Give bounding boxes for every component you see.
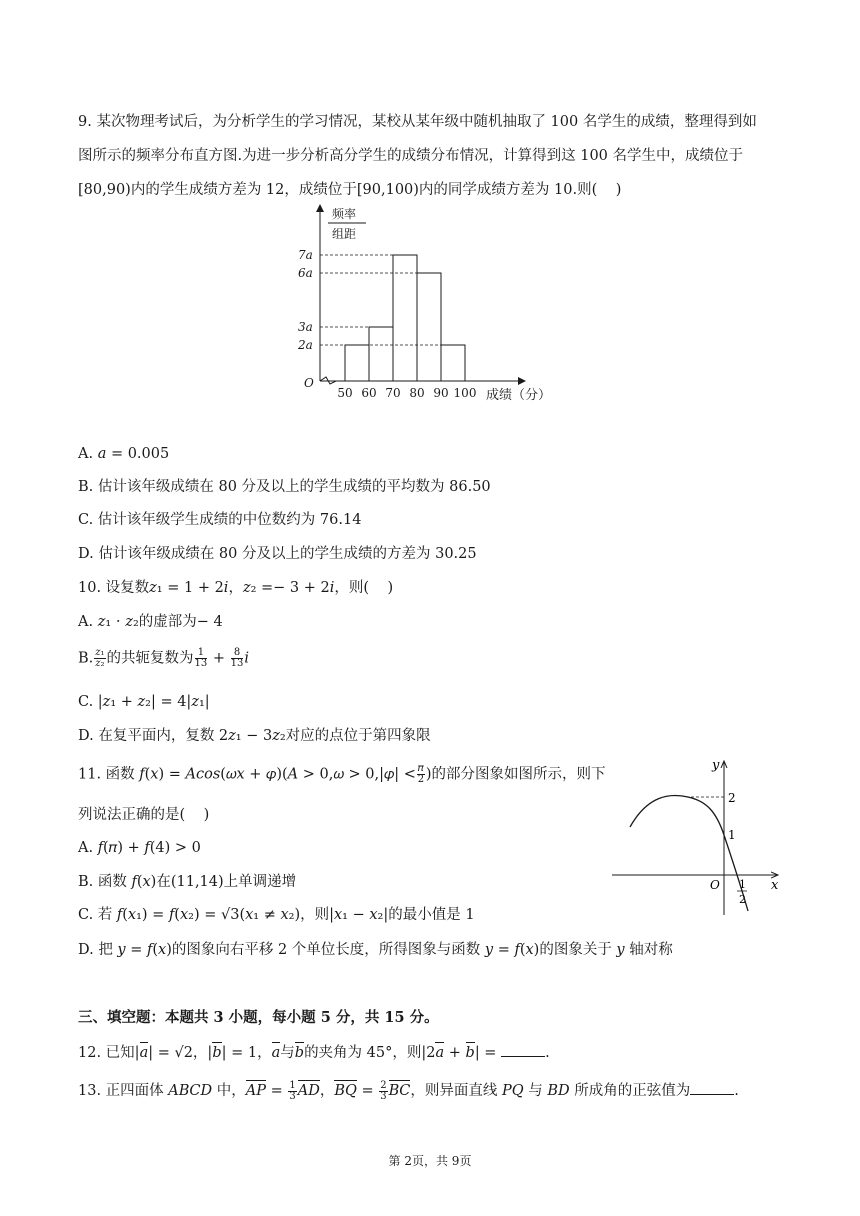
q10-stem: 10. 设复数𝑧₁ = 1 + 2𝑖，𝑧₂ =− 3 + 2𝑖，则( ) (78, 580, 394, 596)
q11-option-c: C. 若 𝑓(𝑥₁) = 𝑓(𝑥₂) = √3(𝑥₁ ≠ 𝑥₂)，则|𝑥₁ − 𝑥₂|的最小值是 1 (78, 907, 475, 923)
q11-stem-line1 (78, 764, 606, 785)
imaginary-unit: 𝑖 (244, 650, 250, 667)
q9-stem-line1: 9. 某次物理考试后，为分析学生的学习情况，某校从某年级中随机抽取了 100 名学生的成绩，整理得到如 (78, 114, 757, 130)
q10-option-b-prefix: B. (78, 650, 94, 667)
histogram-bar (417, 273, 441, 381)
q9-option-d: D. 估计该年级成绩在 80 分及以上的学生成绩的方差为 30.25 (78, 546, 477, 562)
q11-option-a: A. 𝑓(𝜋) + 𝑓(4) > 0 (78, 840, 201, 856)
two-thirds-fraction (379, 1081, 387, 1102)
x-tick-label: 70 (385, 386, 401, 400)
y-axis-arrow (316, 204, 324, 212)
x-tick-label: 80 (409, 386, 425, 400)
q11-stem-b: )的部分图象如图所示，则下 (425, 766, 606, 783)
y-tick-label: 7a (298, 248, 313, 262)
section-3-heading: 三、填空题：本题共 3 小题，每小题 5 分，共 15 分。 (78, 1009, 439, 1026)
q11-stem-line2: 列说法正确的是( ) (78, 807, 210, 823)
q12-part: 与 (280, 1045, 295, 1061)
vector-a: 𝑎 (435, 1045, 445, 1061)
y-tick-label: 2a (298, 338, 313, 352)
q9-option-b: B. 估计该年级成绩在 80 分及以上的学生成绩的平均数为 86.50 (78, 479, 491, 495)
fraction-numerator: 1 (195, 648, 208, 659)
x-tick-label: 90 (433, 386, 449, 400)
fraction-numerator: 8 (231, 648, 244, 659)
q13-end: . (734, 1083, 739, 1099)
one-third-fraction (288, 1081, 296, 1102)
y-axis-label: y (712, 758, 720, 773)
q13-part: = (265, 1083, 288, 1099)
q13-part: ， (319, 1083, 335, 1099)
q9-option-a: A. 𝑎 = 0.005 (78, 446, 170, 462)
one-thirteenth-fraction (195, 648, 208, 669)
vector-bq: 𝐵𝑄 (334, 1083, 357, 1099)
cosine-curve (630, 795, 748, 911)
cosine-graph-figure (608, 755, 788, 920)
fraction-denominator: 𝑧₂ (95, 658, 105, 669)
q11-stem-a: 11. 函数 𝑓(𝑥) = 𝐴𝑐𝑜𝑠(𝜔𝑥 + 𝜑)(𝐴 > 0,𝜔 > 0,|𝜑| < (78, 766, 416, 783)
y-tick-label: 3a (298, 320, 313, 334)
y-value-2-label: 2 (728, 791, 736, 805)
q12-part: | = 1， (221, 1045, 272, 1061)
plus-sign: + (208, 650, 230, 667)
q10-option-b (78, 648, 249, 669)
x-axis-arrow (518, 377, 526, 385)
q10-option-c: C. |𝑧₁ + 𝑧₂| = 4|𝑧₁| (78, 694, 210, 710)
fraction-numerator: 2 (380, 1079, 387, 1091)
x-half-denominator: 2 (739, 893, 746, 906)
q11-option-d: D. 把 𝑦 = 𝑓(𝑥)的图象向右平移 2 个单位长度，所得图象与函数 𝑦 = 𝑓(𝑥)的图象关于 𝑦 轴对称 (78, 942, 673, 958)
histogram-bar (393, 255, 417, 381)
page-footer: 第 2页，共 9页 (388, 1154, 472, 1168)
q10-option-a: A. 𝑧₁ ⋅ 𝑧₂的虚部为− 4 (78, 614, 223, 630)
q12-part: 12. 已知| (78, 1045, 140, 1061)
q12-part: 的夹角为 45°，则|2 (304, 1045, 436, 1061)
x-axis-label: x (771, 878, 779, 893)
q13-stem (78, 1080, 739, 1102)
x-half-numerator: 1 (739, 878, 746, 891)
histogram-bar (441, 345, 465, 381)
x-tick-label: 50 (337, 386, 353, 400)
q12-part: + (444, 1045, 466, 1061)
vector-b: 𝑏 (465, 1045, 475, 1061)
q12-end: . (545, 1045, 550, 1061)
q12-part: | = (474, 1045, 502, 1061)
z1-over-z2-fraction (94, 648, 105, 669)
q13-part: 13. 正四面体 𝐴𝐵𝐶𝐷 中， (78, 1083, 246, 1099)
fraction-numerator: 𝜋 (417, 763, 424, 774)
vector-ad: 𝐴𝐷 (297, 1083, 320, 1099)
vector-ap: 𝐴𝑃 (245, 1083, 266, 1099)
origin-label: O (710, 878, 720, 892)
vector-a: 𝑎 (271, 1045, 281, 1061)
fraction-denominator: 2 (417, 774, 425, 785)
answer-blank[interactable] (501, 1042, 545, 1057)
q9-stem-line2: 图所示的频率分布直方图.为进一步分析高分学生的成绩分布情况，计算得到这 100 名学生中，成绩位于 (78, 148, 743, 164)
y-axis-label-bottom: 组距 (332, 227, 357, 241)
q11-option-b: B. 函数 𝑓(𝑥)在(11,14)上单调递增 (78, 874, 297, 890)
x-axis-label: 成绩（分） (486, 388, 552, 403)
q12-part: | = √2，| (148, 1045, 213, 1061)
eight-thirteenths-fraction (231, 648, 244, 669)
origin-label: O (304, 376, 314, 390)
fraction-denominator: 13 (194, 658, 208, 669)
x-tick-label: 100 (453, 386, 477, 400)
y-tick-label: 6a (298, 266, 313, 280)
x-tick-label: 60 (361, 386, 377, 400)
y-value-1-label: 1 (728, 828, 736, 842)
q13-part: ，则异面直线 𝑃𝑄 与 𝐵𝐷 所成角的正弦值为 (410, 1083, 691, 1099)
y-axis-label-top: 频率 (332, 207, 357, 221)
histogram-bar (345, 345, 369, 381)
histogram-figure (290, 200, 580, 415)
vector-b: 𝑏 (212, 1045, 222, 1061)
fraction-numerator: 𝑧₁ (95, 647, 105, 658)
fraction-denominator: 3 (289, 1090, 296, 1102)
pi-over-two-fraction (417, 764, 425, 785)
q9-stem-line3: [80,90)内的学生成绩方差为 12，成绩位于[90,100)内的同学成绩方差为 10.则( ) (78, 182, 622, 198)
q10-option-b-mid: 的共轭复数为 (106, 650, 194, 667)
vector-a: 𝑎 (139, 1045, 149, 1061)
q9-option-c: C. 估计该年级学生成绩的中位数约为 76.14 (78, 512, 362, 528)
answer-blank[interactable] (690, 1080, 734, 1095)
q12-stem (78, 1042, 550, 1063)
vector-b: 𝑏 (294, 1045, 305, 1061)
fraction-denominator: 3 (380, 1090, 387, 1102)
q13-part: = (356, 1083, 379, 1099)
fraction-numerator: 1 (289, 1079, 296, 1091)
vector-bc: 𝐵𝐶 (388, 1083, 411, 1099)
histogram-bar (369, 327, 393, 381)
fraction-denominator: 13 (230, 658, 244, 669)
q10-option-d: D. 在复平面内，复数 2𝑧₁ − 3𝑧₂对应的点位于第四象限 (78, 728, 431, 744)
